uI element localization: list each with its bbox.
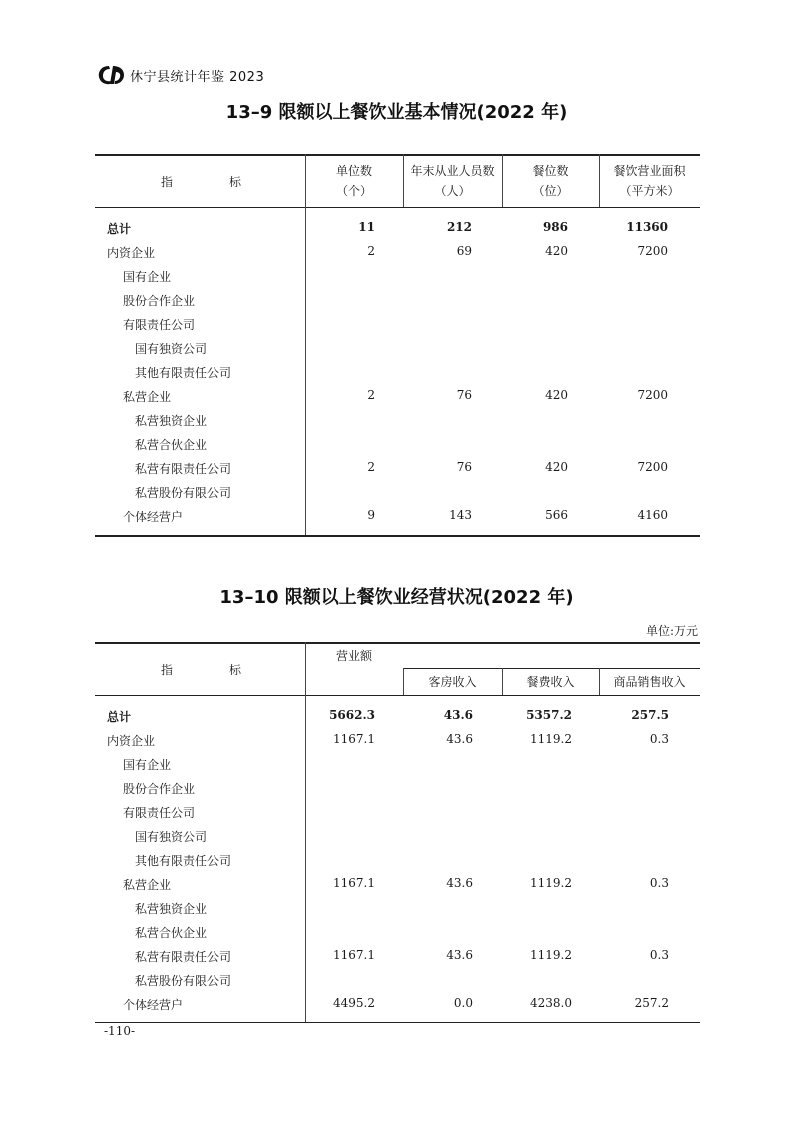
row-value: 986 [542,220,568,234]
table1-top-rule [95,154,700,156]
table-row [95,288,700,312]
table2-col-header-food [502,671,599,693]
row-value: 43.6 [446,732,473,746]
col-header-line1: 年末从业人员数 [410,164,495,178]
col-header-goods-label: 商品销售收入 [613,675,686,689]
index-label-biao: 标 [228,663,241,677]
table2-col-header-revenue [305,646,403,666]
row-label: 国有独资公司 [135,342,208,356]
row-value: 43.6 [446,948,473,962]
table2-index-header [161,661,241,678]
table-row [95,848,700,872]
row-value: 2 [367,460,375,474]
table1-header-rule [95,207,700,208]
table-row [95,360,700,384]
table-row [95,776,700,800]
table2-col-header-goods [599,671,700,693]
col-header-line1: 餐位数 [532,164,569,178]
table-row [95,336,700,360]
col-header-line1: 餐饮营业面积 [613,164,686,178]
row-value: 76 [456,460,472,474]
row-label: 私营企业 [123,390,172,404]
row-value: 69 [456,244,472,258]
table1-col-header-area [599,159,700,203]
row-value: 0.3 [649,876,669,890]
row-label: 股份合作企业 [123,782,196,796]
table-row [95,480,700,504]
row-label: 个体经营户 [123,510,184,524]
table1-col-header-employees [403,159,502,203]
row-label: 股份合作企业 [123,294,196,308]
table1-index-header [161,173,241,190]
row-label: 国有企业 [123,270,172,284]
row-value: 1167.1 [333,876,375,890]
row-value: 5662.3 [329,708,375,722]
table2-header-rule [95,695,700,696]
row-label: 私营有限责任公司 [135,462,232,476]
table-row [95,896,700,920]
row-value: 43.6 [443,708,473,722]
table1-bottom-rule [95,535,700,537]
row-value: 11 [358,220,375,234]
table1-col-header-units [305,159,403,203]
index-label-biao: 标 [228,175,241,189]
row-label: 有限责任公司 [123,806,196,820]
table-row [95,872,700,896]
row-label: 私营股份有限公司 [135,486,232,500]
row-label: 私营企业 [123,878,172,892]
table-row [95,704,700,728]
table2 [95,642,700,1024]
table-row [95,728,700,752]
row-label: 有限责任公司 [123,318,196,332]
row-value: 257.5 [631,708,669,722]
index-label-zhi: 指 [161,663,174,677]
table1-title: 13–9 限额以上餐饮业基本情况(2022 年) [225,102,568,123]
page-number: -110- [104,1024,136,1038]
yearbook-logo-icon [96,63,126,87]
row-label: 私营合伙企业 [135,926,208,940]
row-label: 私营有限责任公司 [135,950,232,964]
row-value: 1119.2 [530,732,572,746]
table-row [95,456,700,480]
row-label: 总计 [107,710,132,724]
table-row [95,992,700,1016]
row-label: 个体经营户 [123,998,184,1012]
row-value: 2 [367,244,375,258]
table-row [95,824,700,848]
table-row [95,264,700,288]
table2-unit: 单位:万元 [645,624,698,638]
row-value: 1119.2 [530,948,572,962]
table-row [95,968,700,992]
col-header-room-label: 客房收入 [428,675,477,689]
table-row [95,240,700,264]
row-value: 1167.1 [333,732,375,746]
row-value: 76 [456,388,472,402]
row-value: 43.6 [446,876,473,890]
table-row [95,408,700,432]
row-value: 4238.0 [530,996,572,1010]
row-value: 420 [545,244,568,258]
row-value: 0.3 [649,732,669,746]
row-label: 总计 [107,222,132,236]
row-value: 7200 [637,244,668,258]
row-value: 7200 [637,460,668,474]
table-row [95,944,700,968]
col-header-line2: （人） [434,184,471,198]
row-value: 1167.1 [333,948,375,962]
table-row [95,384,700,408]
col-header-line1: 单位数 [335,164,372,178]
row-value: 1119.2 [530,876,572,890]
row-value: 4495.2 [333,996,375,1010]
row-value: 143 [449,508,472,522]
row-label: 私营独资企业 [135,902,208,916]
row-label: 其他有限责任公司 [135,854,232,868]
row-value: 0.0 [453,996,473,1010]
row-value: 9 [367,508,375,522]
table-row [95,752,700,776]
row-label: 其他有限责任公司 [135,366,232,380]
table1-col-header-seats [502,159,599,203]
col-header-food-label: 餐费收入 [526,675,575,689]
row-value: 7200 [637,388,668,402]
col-header-revenue-label: 营业额 [335,649,372,663]
row-value: 566 [545,508,568,522]
col-header-line2: （位） [532,184,569,198]
table-row [95,216,700,240]
table-row [95,920,700,944]
row-label: 私营股份有限公司 [135,974,232,988]
col-header-line2: （个） [335,184,372,198]
row-value: 420 [545,388,568,402]
row-value: 420 [545,460,568,474]
row-value: 212 [446,220,472,234]
index-label-zhi: 指 [161,175,174,189]
row-label: 私营独资企业 [135,414,208,428]
table-row [95,312,700,336]
row-value: 2 [367,388,375,402]
book-title: 休宁县统计年鉴 2023 [130,69,265,85]
table2-title: 13–10 限额以上餐饮业经营状况(2022 年) [219,587,574,608]
row-value: 5357.2 [526,708,572,722]
table1 [95,154,700,536]
row-value: 0.3 [649,948,669,962]
col-header-line2: （平方米） [619,184,680,198]
footer-rule [95,1022,700,1023]
table2-subheader-rule [403,668,700,669]
row-label: 私营合伙企业 [135,438,208,452]
row-label: 国有企业 [123,758,172,772]
table-row [95,800,700,824]
row-value: 11360 [626,220,668,234]
row-value: 4160 [637,508,668,522]
running-header [96,63,264,87]
row-label: 内资企业 [107,734,156,748]
table-row [95,432,700,456]
row-label: 内资企业 [107,246,156,260]
row-label: 国有独资公司 [135,830,208,844]
row-value: 257.2 [634,996,669,1010]
table-row [95,504,700,528]
table2-col-header-room [403,671,502,693]
table2-top-rule [95,642,700,644]
